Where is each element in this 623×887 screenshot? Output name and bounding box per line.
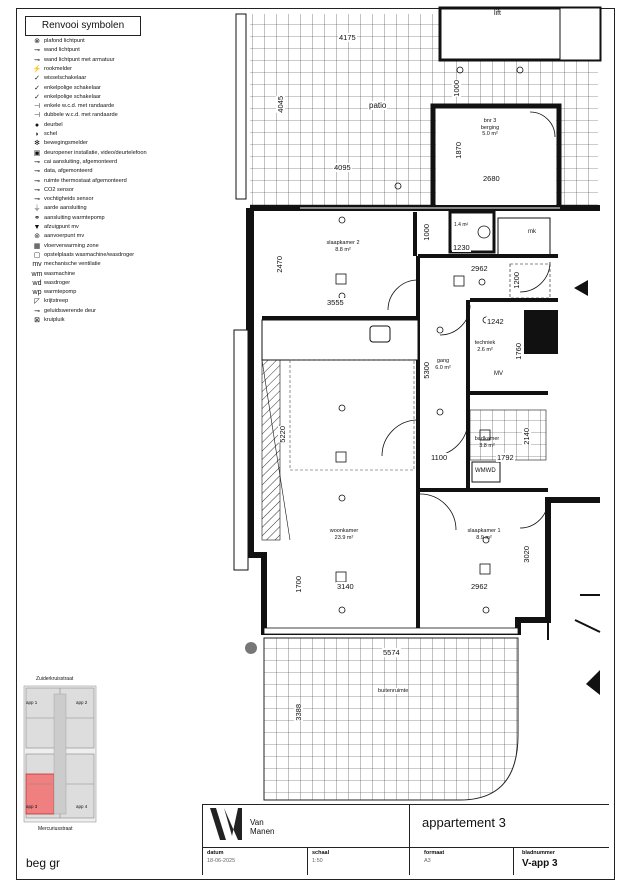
two-way-switch-icon: ✓ [34, 75, 40, 83]
thermostat-icon: ⊸ [34, 177, 40, 185]
legend-item-label: cai aansluiting, afgemonteerd [44, 158, 118, 165]
bathroom-name: badkamer [474, 436, 500, 442]
legend-item-label: deurbel [44, 121, 63, 128]
storage-sub: berging [480, 124, 500, 131]
wall-light-icon: ⊸ [34, 47, 40, 55]
washer-dryer-space-icon: ▢ [33, 251, 41, 259]
legend-item-label: schel [44, 131, 58, 137]
legend-item-label: ruimte thermostaat afgemonteerd [44, 177, 127, 184]
patio-label: patio [369, 101, 387, 110]
storage-label [470, 118, 510, 138]
legend-item-label: afzuigpunt mv [44, 224, 79, 230]
legend-item-label: enkelpolige schakelaar [44, 84, 101, 91]
legend-item-label: warmtepomp [44, 289, 77, 296]
living-dim-h2: 5220 [278, 426, 287, 443]
gang-dim-w: 1100 [431, 453, 448, 462]
legend-item-label: wasdroger [44, 279, 71, 286]
bedroom2-name: slaapkamer 2 [326, 240, 360, 246]
single-pole-switch-icon: ✓ [34, 84, 40, 92]
lift-label: lift [494, 10, 501, 17]
mk-label: mk [528, 229, 536, 235]
exhaust-vent-icon: ▼ [33, 224, 41, 231]
keyplan [22, 676, 98, 834]
bedroom1-dim-h: 3020 [522, 546, 531, 563]
floor-label: beg gr [26, 856, 61, 870]
legend-item-label: krijtstreep [44, 298, 69, 305]
legend-item-label: wisselschakelaar [44, 75, 87, 82]
living-hatch [262, 360, 280, 540]
technical-name: techniek [474, 340, 496, 346]
crawl-hatch-icon: ⊠ [34, 317, 40, 324]
schaal-value: 1:50 [312, 858, 323, 864]
bell-icon: ◗ [34, 131, 40, 138]
soundproof-door-icon: ⊸ [34, 307, 40, 315]
wm-abbrev-icon: wm [31, 270, 43, 278]
bedroom1-label [460, 528, 508, 541]
mv-label: MV [494, 371, 503, 377]
living-dim-h: 1700 [294, 576, 303, 593]
bedroom1-dim-w: 2962 [471, 582, 488, 591]
patio-dim-1000: 1000 [452, 80, 461, 97]
gang-area: 6.0 m² [435, 364, 451, 371]
project-title: appartement 3 [422, 815, 506, 830]
bedroom1-area: 8.9 m² [476, 534, 492, 541]
balcony-dim-h: 3388 [294, 704, 303, 721]
bedroom2-dim-w: 3555 [327, 298, 344, 307]
technical-label [470, 340, 500, 353]
single-socket-icon: ⊣ [33, 103, 41, 111]
legend-item-label: opstelplaats wasmachine/wasdroger [44, 251, 135, 258]
legend-item-label: geluidswerende deur [44, 307, 96, 314]
legend-item-label: wand lichtpunt met armatuur [44, 56, 115, 63]
legend-item-label: aarde aansluiting [44, 205, 87, 212]
legend-item-label: CO2 sensor [44, 186, 74, 193]
legend-item-label: wand lichtpunt [44, 47, 80, 54]
keyplan-app2: app 2 [76, 700, 88, 705]
data-connection-icon: ⊸ [34, 168, 40, 176]
gang-name: gang [436, 358, 450, 364]
earth-connection-icon: ⏚ [33, 205, 41, 213]
keyplan-street-top: Zuiderkruisstraat [36, 676, 74, 682]
double-socket-icon: ⊣ [33, 112, 41, 120]
legend-item-label: aanvoerpunt mv [44, 233, 85, 240]
storage-dim-w: 2680 [483, 174, 500, 183]
hallway-dim: 2962 [471, 264, 488, 273]
legend-title: Renvooi symbolen [25, 16, 141, 36]
heat-pump-connection-icon: ⚭ [34, 214, 40, 222]
legend-item-label: rookmelder [44, 65, 72, 72]
datum-value: 18-06-2025 [207, 858, 236, 864]
chalk-line-icon: ◸ [34, 298, 40, 306]
legend-item-label: aansluiting warmtepomp [44, 214, 105, 221]
living-dim-w: 3140 [337, 582, 354, 591]
co2-sensor-icon: ⊸ [34, 186, 40, 194]
legend-item-label: mechanische ventilatie [44, 261, 101, 268]
wd-abbrev-icon: wd [32, 279, 42, 287]
doorbell-icon: ● [34, 121, 40, 129]
bedroom2-area: 8.8 m² [335, 246, 351, 253]
patio-dim-w: 4175 [339, 33, 356, 42]
kitchen-counter [262, 320, 418, 360]
gang-dim-h: 5300 [422, 362, 431, 379]
legend-item-label: dubbele w.c.d. met randaarde [44, 112, 118, 119]
single-pole-switch-2-icon: ✓ [34, 93, 40, 101]
formaat-value: A3 [424, 858, 431, 864]
bathroom-dim-h: 2140 [522, 428, 531, 445]
bathroom-label [472, 436, 502, 449]
technical-dim-w: 1242 [487, 317, 504, 326]
legend-item-label: enkele w.c.d. met randaarde [44, 103, 115, 110]
logo-line2: Manen [250, 827, 275, 836]
formaat-label: formaat [424, 850, 445, 856]
bathroom-area: 3.8 m² [479, 442, 495, 449]
ceiling-light-icon: ⊗ [34, 38, 40, 45]
bedroom2-dim-h: 2470 [275, 256, 284, 273]
keyplan-app1: app 1 [26, 700, 38, 705]
wmwd-label: WMWD [475, 468, 496, 474]
door-opener-icon: ▣ [33, 149, 41, 157]
keyplan-app3: app 3 [26, 804, 38, 809]
keyplan-street-bottom: Mercuriusstraat [38, 826, 73, 832]
storage-area: 5.0 m² [482, 131, 498, 137]
van-manen-logo [208, 806, 248, 842]
schaal-label: schaal [312, 850, 330, 856]
bedroom2-label [318, 240, 368, 253]
storage-dim-h: 1870 [454, 142, 463, 159]
outer-walls [250, 208, 600, 632]
keyplan-app4: app 4 [76, 804, 88, 809]
patio-dim-h: 4045 [276, 96, 285, 113]
logo-text [250, 818, 274, 836]
legend-item-label: vloerverwarming zone [44, 242, 99, 249]
wp-abbrev-icon: wp [32, 289, 42, 297]
storage-name: bnr 3 [483, 118, 497, 124]
blad-label: bladnummer [522, 850, 556, 856]
gang-label [428, 358, 458, 371]
legend-item-label: deuropener installatie, video/deurtelefoon [44, 149, 147, 156]
living-label [320, 528, 368, 541]
toilet-dim-w: 1230 [453, 243, 470, 252]
living-area: 23.9 m² [334, 534, 354, 541]
supply-vent-icon: ⊚ [34, 233, 40, 241]
patio-dim-w2: 4095 [334, 163, 351, 172]
motion-sensor-icon: ✻ [34, 140, 40, 148]
mv-abbrev-icon: mv [32, 261, 42, 269]
legend-item-label: vochtigheids sensor [44, 196, 94, 203]
hallway-dim2: 1200 [512, 272, 521, 289]
toilet-dim-h: 1000 [422, 224, 431, 241]
smoke-detector-icon: ⚡ [32, 65, 42, 73]
technical-area: 2.6 m² [477, 346, 493, 353]
legend-item-label: plafond lichtpunt [44, 38, 85, 44]
blad-value: V-app 3 [522, 858, 558, 869]
logo-line1: Van [250, 818, 264, 827]
legend-item-label: data, afgemonteerd [44, 168, 93, 175]
living-name: woonkamer [329, 528, 359, 534]
balcony-dim-w: 5574 [383, 648, 400, 657]
datum-label: datum [207, 850, 224, 856]
legend-item-label: wasmachine [44, 270, 76, 277]
keyplan-drawing [22, 684, 98, 824]
floor-heating-icon: ▦ [33, 242, 41, 250]
buitenruimte-label: buitenruimte [378, 688, 409, 694]
legend-item-label: bewegingsmelder [44, 140, 88, 147]
legend-item-label: enkelpolige schakelaar [44, 93, 101, 100]
humidity-sensor-icon: ⊸ [34, 196, 40, 204]
bathroom-dim-w: 1792 [497, 453, 514, 462]
bedroom1-name: slaapkamer 1 [467, 528, 501, 534]
toilet-area: 1.4 m² [454, 222, 469, 228]
wall-light-fixture-icon: ⊸ [34, 56, 40, 64]
legend-item-label: kruipluik [44, 317, 65, 323]
technical-dim-h: 1760 [514, 343, 523, 360]
cai-connection-icon: ⊸ [34, 158, 40, 166]
